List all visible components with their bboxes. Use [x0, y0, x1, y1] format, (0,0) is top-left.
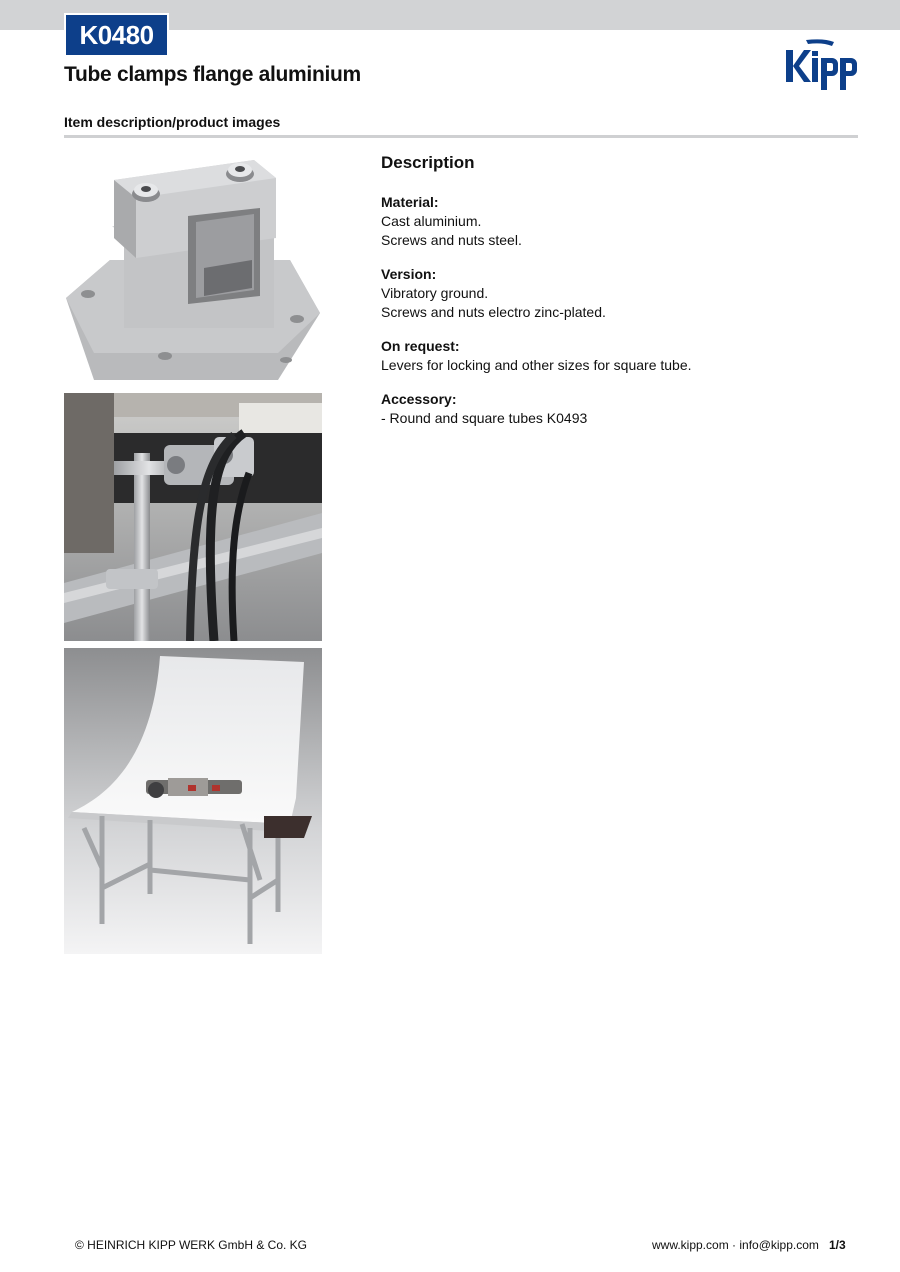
material-label: Material: [381, 194, 439, 210]
material-block [381, 193, 851, 250]
on-request-block [381, 337, 851, 375]
version-line: Vibratory ground. [381, 285, 489, 301]
section-divider [64, 135, 858, 138]
description-panel [381, 153, 851, 443]
version-label: Version: [381, 266, 437, 282]
accessory-line: - Round and square tubes K0493 [381, 410, 588, 426]
version-block [381, 265, 851, 322]
on-request-label: On request: [381, 338, 460, 354]
section-label: Item description/product images [64, 114, 281, 130]
product-code: K0480 [66, 15, 167, 55]
page-title: Tube clamps flange aluminium [64, 63, 361, 86]
description-heading: Description [381, 153, 475, 172]
product-image-photo-table [64, 648, 322, 954]
product-image-application-tubes [64, 393, 322, 641]
version-line: Screws and nuts electro zinc-plated. [381, 304, 606, 320]
footer-copyright: © HEINRICH KIPP WERK GmbH & Co. KG [75, 1238, 307, 1252]
accessory-label: Accessory: [381, 391, 457, 407]
footer-contact: www.kipp.com · info@kipp.com [652, 1238, 819, 1252]
product-code-badge [64, 13, 169, 57]
product-image-flange-clamp [64, 148, 322, 388]
on-request-line: Levers for locking and other sizes for square tube. [381, 357, 692, 373]
accessory-block [381, 390, 851, 428]
page-number: 1/3 [829, 1238, 846, 1252]
material-line: Cast aluminium. [381, 213, 482, 229]
material-line: Screws and nuts steel. [381, 232, 522, 248]
kipp-logo [784, 38, 858, 92]
